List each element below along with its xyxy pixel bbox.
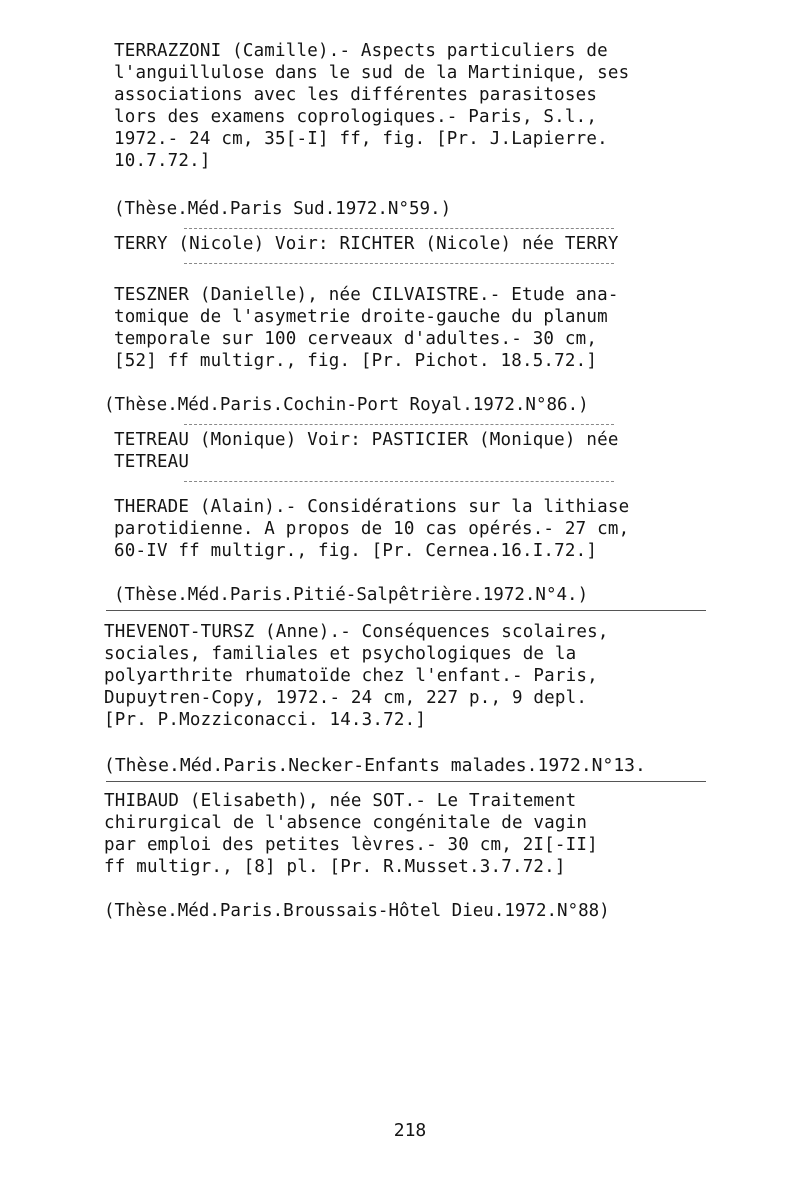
entry-terry — [114, 233, 689, 255]
entry-line: 1972.- 24 cm, 35[-I] ff, fig. [Pr. J.Lapierre. — [114, 129, 608, 149]
entry-tetreau — [114, 429, 689, 473]
entry-therade — [114, 496, 689, 606]
entry-line: chirurgical de l'absence congénitale de vagin — [104, 813, 588, 833]
entry-line: TERRAZZONI (Camille).- Aspects particuliers de — [114, 41, 608, 61]
entry-thevenot-tursz — [104, 621, 689, 777]
entry-line: parotidienne. A propos de 10 cas opérés.- 27 cm, — [114, 519, 630, 539]
divider-line — [106, 781, 706, 782]
entry-line: TERRY (Nicole) Voir: RICHTER (Nicole) née TERRY — [114, 234, 619, 254]
thesis-reference: (Thèse.Méd.Paris.Broussais-Hôtel Dieu.1972.N°88) — [104, 901, 610, 921]
entry-line: tomique de l'asymetrie droite-gauche du planum — [114, 307, 608, 327]
thesis-reference: (Thèse.Méd.Paris.Necker-Enfants malades.1972.N°13. — [104, 755, 646, 776]
entry-line: TETREAU (Monique) Voir: PASTICIER (Monique) née — [114, 430, 619, 450]
bibliography-entries — [104, 40, 689, 922]
entry-line: 10.7.72.] — [114, 151, 211, 171]
entry-line: sociales, familiales et psychologiques de la — [104, 644, 577, 664]
thesis-reference: (Thèse.Méd.Paris.Pitié-Salpêtrière.1972.N°4.) — [114, 585, 589, 605]
divider-line — [106, 610, 706, 611]
divider-line — [184, 481, 614, 482]
entry-line: TETREAU — [114, 452, 190, 472]
entry-line: Dupuytren-Copy, 1972.- 24 cm, 227 p., 9 depl. — [104, 688, 588, 708]
entry-line: lors des examens coprologiques.- Paris, S.l., — [114, 107, 598, 127]
entry-line: THIBAUD (Elisabeth), née SOT.- Le Traitement — [104, 791, 577, 811]
entry-line: par emploi des petites lèvres.- 30 cm, 2I[-II] — [104, 835, 598, 855]
entry-line: temporale sur 100 cerveaux d'adultes.- 30 cm, — [114, 329, 598, 349]
entry-line: 60-IV ff multigr., fig. [Pr. Cernea.16.I.72.] — [114, 541, 598, 561]
entry-line: l'anguillulose dans le sud de la Martinique, ses — [114, 63, 630, 83]
thesis-reference: (Thèse.Méd.Paris Sud.1972.N°59.) — [114, 199, 452, 219]
entry-terrazzoni — [114, 40, 689, 220]
divider-line — [184, 263, 614, 264]
entry-line: TESZNER (Danielle), née CILVAISTRE.- Etude ana- — [114, 285, 619, 305]
entry-line: THERADE (Alain).- Considérations sur la lithiase — [114, 497, 630, 517]
entry-line: [Pr. P.Mozziconacci. 14.3.72.] — [104, 710, 427, 730]
entry-thibaud — [104, 790, 689, 922]
entry-line: [52] ff multigr., fig. [Pr. Pichot. 18.5.72.] — [114, 351, 598, 371]
divider-line — [184, 424, 614, 425]
entry-line: associations avec les différentes parasitoses — [114, 85, 598, 105]
page-number: 218 — [393, 1120, 427, 1141]
entry-line: polyarthrite rhumatoïde chez l'enfant.- Paris, — [104, 666, 598, 686]
divider-line — [184, 228, 614, 229]
thesis-reference: (Thèse.Méd.Paris.Cochin-Port Royal.1972.N°86.) — [104, 395, 589, 415]
entry-teszner — [104, 284, 689, 416]
entry-line: ff multigr., [8] pl. [Pr. R.Musset.3.7.72.] — [104, 857, 566, 877]
entry-line: THEVENOT-TURSZ (Anne).- Conséquences scolaires, — [104, 622, 609, 642]
